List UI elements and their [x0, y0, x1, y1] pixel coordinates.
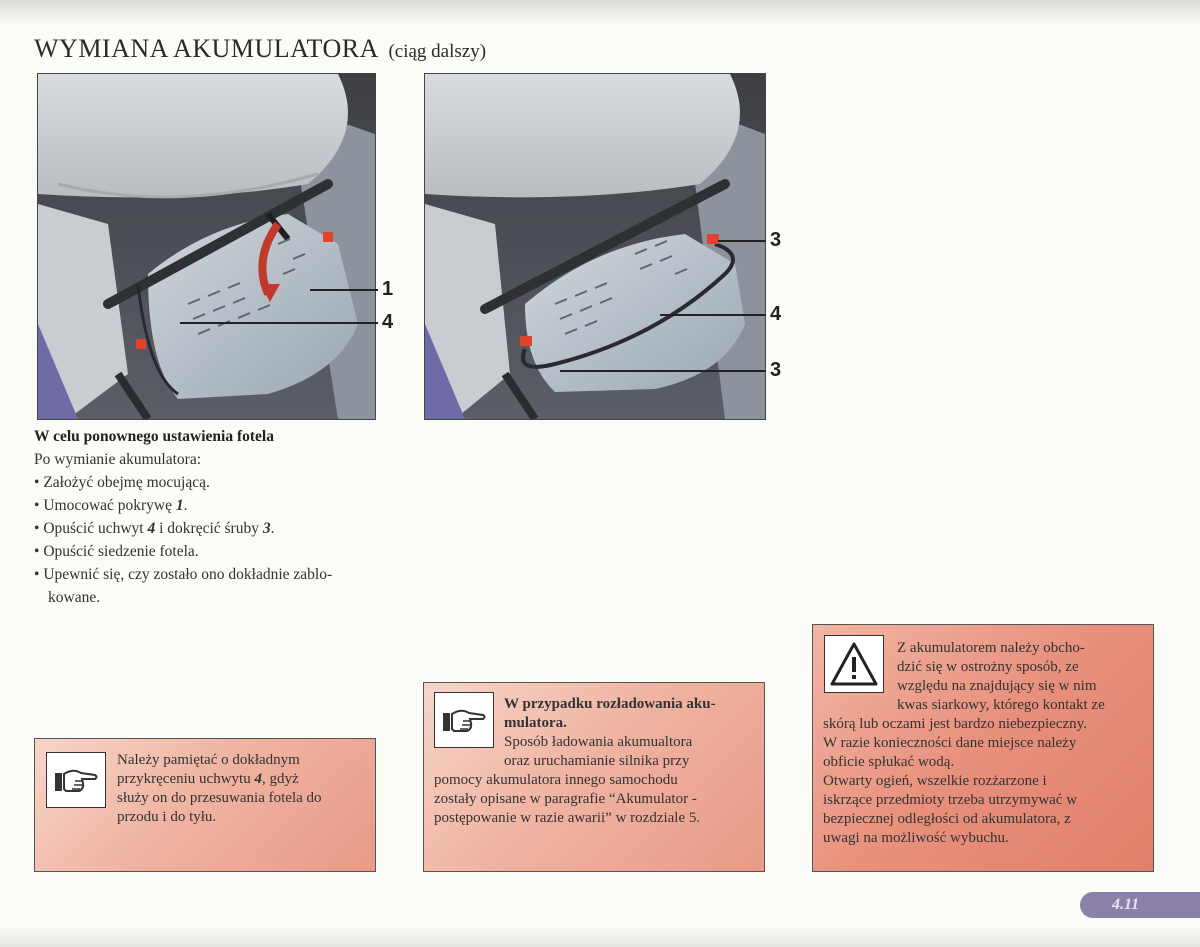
note-line: zostały opisane w paragrafie “Akumulator - [434, 791, 697, 807]
note-title: mulatora. [504, 715, 567, 731]
page-title [34, 34, 486, 64]
note-line: Sposób ładowania akumualtora [504, 734, 693, 750]
callout-label-1: 1 [382, 278, 394, 300]
callout-line-3-top [718, 240, 766, 242]
callout-line-4-right [660, 314, 766, 316]
note-title: W przypadku rozładowania aku- [504, 696, 716, 712]
warning-line: uwagi na możliwość wybuchu. [823, 830, 1009, 846]
warning-body-text [823, 715, 1139, 848]
top-edge-shadow [0, 0, 1200, 26]
note-line: przodu i do tyłu. [117, 809, 217, 825]
instruction-item: • Opuścić siedzenie fotela. [34, 543, 199, 560]
note-icon-frame [434, 692, 494, 748]
note-line-part: przykręceniu uchwytu [117, 771, 255, 787]
callout-line-4-left [180, 322, 378, 324]
instruction-item: • Opuścić uchwyt 4 i dokręcić śruby 3. [34, 520, 275, 537]
bottom-edge-shadow [0, 925, 1200, 947]
pointing-hand-icon [441, 703, 487, 737]
title-subtitle: (ciąg dalszy) [388, 41, 487, 62]
instruction-text: i dokręcić śruby [155, 520, 263, 537]
instruction-text: . [270, 520, 275, 537]
instructions-heading: W celu ponownego ustawienia fotela [34, 428, 274, 445]
note-box-left [34, 738, 376, 872]
note-left-text [117, 751, 359, 827]
instruction-text: Założyć obejmę mocującą. [43, 474, 210, 491]
note-line: pomocy akumulatora innego samochodu [434, 772, 678, 788]
warning-line: kwas siarkowy, którego kontakt ze [897, 697, 1105, 713]
instruction-text: Umocować pokrywę [43, 497, 176, 514]
part-reference: 3 [262, 520, 271, 537]
callout-label-3-top: 3 [770, 229, 782, 251]
callout-label-3-bottom: 3 [770, 359, 782, 381]
warning-line: skórą lub oczami jest bardzo niebezpieczny. [823, 716, 1087, 732]
pointing-hand-icon [53, 763, 99, 797]
instruction-item: • Założyć obejmę mocującą. [34, 474, 210, 491]
note-line-part: , gdyż [261, 771, 299, 787]
callout-label-4-right: 4 [770, 303, 782, 325]
warning-line: obficie spłukać wodą. [823, 754, 955, 770]
warning-line: iskrzące przedmioty trzeba utrzymywać w [823, 792, 1078, 808]
warning-line: względu na znajdujący się w nim [897, 678, 1097, 694]
note-middle-header [504, 695, 750, 771]
note-line: oraz uruchamianie silnika przy [504, 753, 690, 769]
warning-header-text [897, 639, 1139, 715]
instruction-text: . [183, 497, 188, 514]
instruction-item: • Umocować pokrywę 1. [34, 497, 188, 514]
note-box-middle [423, 682, 765, 872]
battery-illustration-left [38, 74, 375, 419]
warning-line: Otwarty ogień, wszelkie rozżarzone i [823, 773, 1047, 789]
instructions-block [34, 425, 379, 609]
note-middle-body [434, 771, 750, 828]
battery-photo-right [424, 73, 766, 420]
warning-box [812, 624, 1154, 872]
instruction-item: • Upewnić się, czy zostało ono dokładnie zablo- kowane. [34, 566, 333, 606]
warning-triangle-icon [829, 641, 879, 687]
note-line: postępowanie w razie awarii” w rozdziale 5. [434, 810, 701, 826]
instructions-intro: Po wymianie akumulatora: [34, 451, 202, 468]
instruction-text: kowane. [48, 589, 101, 606]
note-line: służy on do przesuwania fotela do [117, 790, 322, 806]
instruction-text: Opuścić siedzenie fotela. [43, 543, 199, 560]
warning-line: W razie konieczności dane miejsce należy [823, 735, 1077, 751]
warning-line: dzić się w ostrożny sposób, ze [897, 659, 1079, 675]
battery-photo-left [37, 73, 376, 420]
part-reference: 4 [254, 771, 262, 787]
note-line: Należy pamiętać o dokładnym [117, 752, 300, 768]
instruction-text: Upewnić się, czy zostało ono dokładnie zablo- [43, 566, 333, 583]
instruction-text: Opuścić uchwyt [43, 520, 148, 537]
part-reference: 4 [147, 520, 156, 537]
warning-line: Z akumulatorem należy obcho- [897, 640, 1085, 656]
note-icon-frame [46, 752, 106, 808]
callout-line-1 [310, 289, 378, 291]
warning-icon-frame [824, 635, 884, 693]
page-number-tab: 4.11 [1080, 892, 1200, 918]
battery-illustration-right [425, 74, 765, 419]
title-text: WYMIANA AKUMULATORA [34, 34, 378, 63]
note-line [117, 770, 359, 789]
callout-label-4-left: 4 [382, 311, 394, 333]
warning-line: bezpiecznej odległości od akumulatora, z [823, 811, 1071, 827]
part-reference: 1 [175, 497, 184, 514]
callout-line-3-bottom [560, 370, 766, 372]
